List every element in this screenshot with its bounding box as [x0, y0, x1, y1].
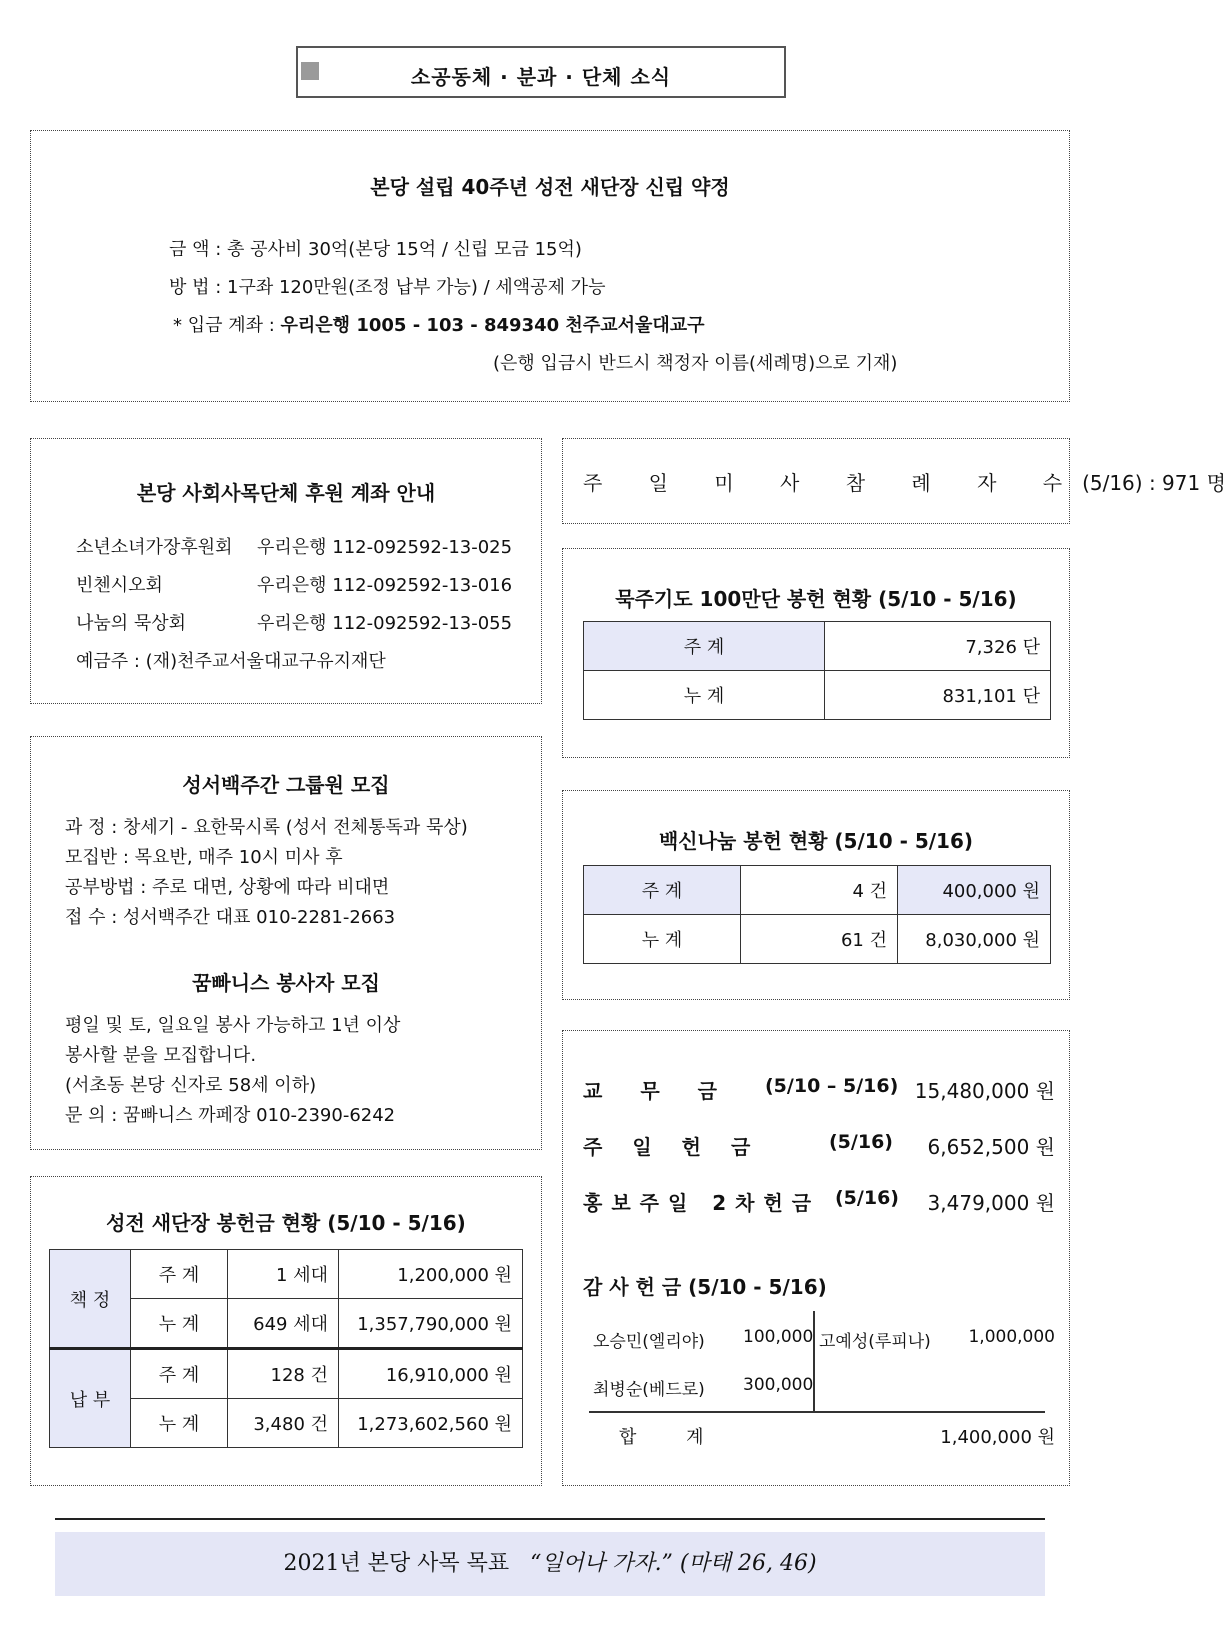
offering-amount-3: 3,479,000 원 [927, 1191, 1055, 1215]
attendance-box [562, 438, 1226, 524]
offering-date-1: (5/10 – 5/16) [765, 1075, 899, 1097]
donor-amount-1: 100,000 [743, 1327, 814, 1347]
vaccine-label: 누 계 [584, 915, 741, 964]
vaccine-box [562, 790, 1070, 1000]
renovation-title: 성전 새단장 봉헌금 현황 (5/10 - 5/16) [106, 1211, 466, 1235]
total-divider [589, 1411, 1045, 1413]
total-label: 합 계 [619, 1427, 726, 1448]
renovation-group: 책 정 [50, 1250, 131, 1349]
bible-line-4: 접 수 : 성서백주간 대표 010-2281-2663 [65, 907, 396, 928]
renovation-count: 1 세대 [228, 1250, 339, 1299]
donor-amount-2: 1,000,000 [968, 1327, 1055, 1347]
pledge-account-label: * 입금 계좌 : [173, 315, 281, 336]
pledge-account-value: 우리은행 1005 - 103 - 849340 천주교서울대교구 [280, 315, 705, 336]
attendance-label: 주 일 미 사 참 례 자 수 [583, 471, 1083, 495]
table-row [50, 1349, 523, 1399]
motto-prefix: 2021년 본당 사목 목표 [283, 1551, 510, 1576]
vaccine-title: 백신나눔 봉헌 현황 (5/10 - 5/16) [658, 829, 974, 853]
bible-volunteer-box [30, 736, 542, 1150]
renovation-count: 128 건 [228, 1349, 339, 1399]
offering-date-2: (5/16) [829, 1131, 893, 1153]
social-title: 본당 사회사목단체 후원 계좌 안내 [136, 481, 436, 505]
renovation-amount: 1,200,000 원 [339, 1250, 523, 1299]
bible-title: 성서백주간 그룹원 모집 [182, 773, 390, 797]
rosary-title: 묵주기도 100만단 봉헌 현황 (5/10 - 5/16) [615, 587, 1017, 611]
pledge-account [173, 311, 705, 337]
social-name-1: 소년소녀가장후원회 [76, 537, 233, 558]
renovation-group: 납 부 [50, 1349, 131, 1448]
renovation-table [49, 1249, 523, 1448]
social-account-2: 우리은행 112-092592-13-016 [257, 575, 513, 596]
renovation-amount: 1,357,790,000 원 [339, 1299, 523, 1349]
footer-divider [55, 1518, 1045, 1520]
renovation-label: 누 계 [131, 1399, 228, 1448]
volunteer-line-1: 평일 및 토, 일요일 봉사 가능하고 1년 이상 [65, 1015, 401, 1036]
pledge-amount: 금 액 : 총 공사비 30억(본당 15억 / 신립 모금 15억) [169, 239, 582, 260]
total-value: 1,400,000 원 [940, 1427, 1055, 1448]
offering-label-2: 주일헌금 [583, 1135, 781, 1159]
social-holder: 예금주 : (재)천주교서울대교구유지재단 [76, 651, 386, 672]
social-account-1: 우리은행 112-092592-13-025 [257, 537, 513, 558]
pledge-box [30, 130, 1070, 402]
thanks-heading [583, 1271, 827, 1300]
section-header [296, 46, 786, 98]
renovation-label: 주 계 [131, 1349, 228, 1399]
renovation-count: 649 세대 [228, 1299, 339, 1349]
renovation-amount: 16,910,000 원 [339, 1349, 523, 1399]
volunteer-line-2: 봉사할 분을 모집합니다. [65, 1045, 257, 1066]
table-row [584, 671, 1051, 720]
vaccine-label: 주 계 [584, 866, 741, 915]
rosary-label: 주 계 [584, 622, 825, 671]
social-name-2: 빈첸시오회 [76, 575, 163, 596]
renovation-label: 누 계 [131, 1299, 228, 1349]
rosary-value: 831,101 단 [825, 671, 1051, 720]
volunteer-title: 꿈빠니스 봉사자 모집 [192, 971, 380, 995]
pledge-note: (은행 입금시 반드시 책정자 이름(세례명)으로 기재) [493, 353, 898, 374]
table-row [50, 1250, 523, 1299]
social-box [30, 438, 542, 704]
donor-name-2: 고예성(루피나) [819, 1332, 931, 1352]
renovation-box [30, 1176, 542, 1486]
rosary-label: 누 계 [584, 671, 825, 720]
offering-date-3: (5/16) [835, 1187, 899, 1209]
renovation-count: 3,480 건 [228, 1399, 339, 1448]
table-row [584, 866, 1051, 915]
renovation-label: 주 계 [131, 1250, 228, 1299]
donor-divider [813, 1311, 815, 1411]
offering-label-1: 교무금 [583, 1079, 755, 1103]
attendance-value: (5/16) : 971 명 [1082, 471, 1226, 495]
section-title: 소공동체 · 분과 · 단체 소식 [410, 65, 672, 89]
social-account-3: 우리은행 112-092592-13-055 [257, 613, 513, 634]
renovation-amount: 1,273,602,560 원 [339, 1399, 523, 1448]
vaccine-count: 4 건 [741, 866, 898, 915]
pledge-method: 방 법 : 1구좌 120만원(조정 납부 가능) / 세액공제 가능 [169, 277, 606, 298]
bible-line-3: 공부방법 : 주로 대면, 상황에 따라 비대면 [65, 877, 390, 898]
vaccine-amount: 8,030,000 원 [898, 915, 1051, 964]
donor-name-3: 최병순(베드로) [593, 1380, 705, 1400]
rosary-box [562, 548, 1070, 758]
rosary-value: 7,326 단 [825, 622, 1051, 671]
attendance-line [583, 467, 1226, 496]
rosary-table [583, 621, 1051, 720]
social-name-3: 나눔의 묵상회 [76, 613, 187, 634]
bible-line-1: 과 정 : 창세기 - 요한묵시록 (성서 전체통독과 묵상) [65, 817, 468, 838]
thanks-date: (5/10 - 5/16) [688, 1275, 827, 1299]
table-row [584, 915, 1051, 964]
table-row [584, 622, 1051, 671]
donor-amount-3: 300,000 [743, 1375, 814, 1395]
pledge-title: 본당 설립 40주년 성전 새단장 신립 약정 [370, 175, 730, 199]
volunteer-line-3: (서초동 본당 신자로 58세 이하) [65, 1075, 317, 1096]
offering-label-3: 홍보주일 2차헌금 [583, 1191, 821, 1215]
vaccine-amount: 400,000 원 [898, 866, 1051, 915]
thanks-title: 감 사 헌 금 [583, 1275, 682, 1299]
volunteer-line-4: 문 의 : 꿈빠니스 까페장 010-2390-6242 [65, 1105, 396, 1126]
offering-amount-1: 15,480,000 원 [914, 1079, 1055, 1103]
vaccine-table [583, 865, 1051, 964]
donor-name-1: 오승민(엘리야) [593, 1332, 705, 1352]
offerings-box [562, 1030, 1070, 1486]
bible-line-2: 모집반 : 목요반, 매주 10시 미사 후 [65, 847, 343, 868]
offering-amount-2: 6,652,500 원 [927, 1135, 1055, 1159]
motto-quote: “일어나 가자.” (마태 26, 46) [530, 1551, 817, 1576]
vaccine-count: 61 건 [741, 915, 898, 964]
footer-motto [55, 1532, 1045, 1596]
